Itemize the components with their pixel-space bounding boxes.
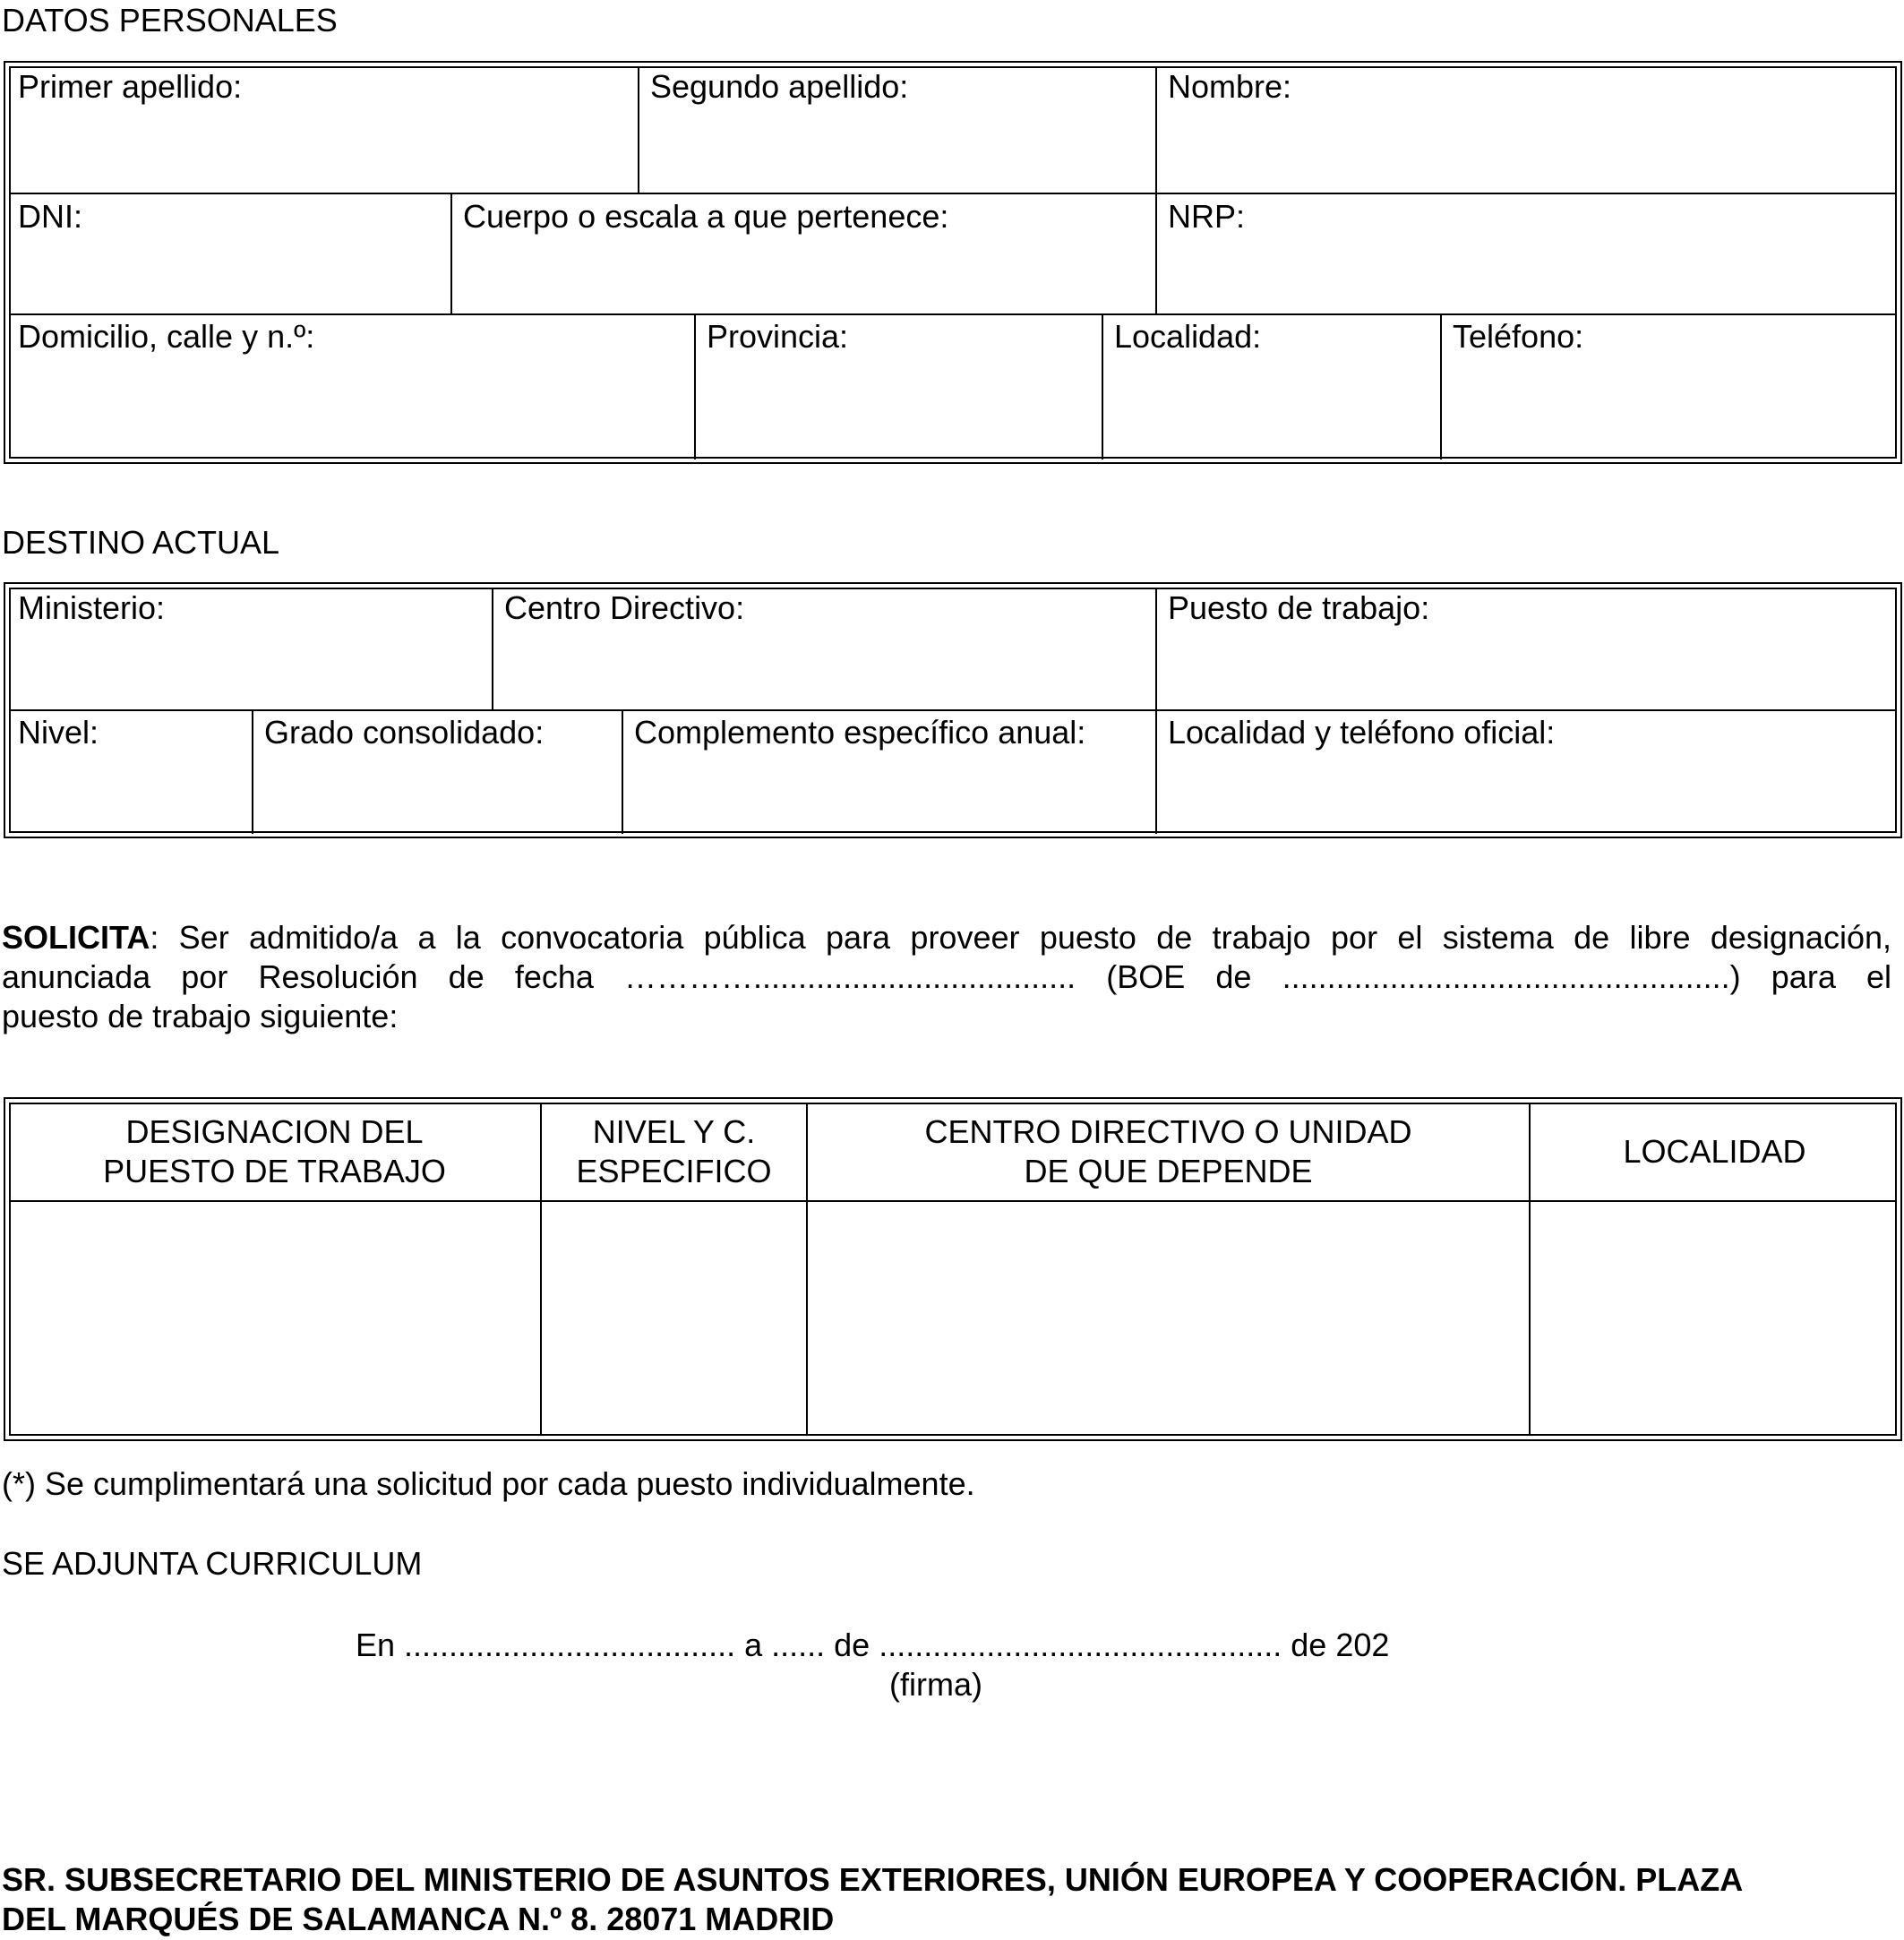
field-grado-consolidado[interactable]: Grado consolidado:	[264, 714, 545, 751]
field-nrp[interactable]: NRP:	[1168, 198, 1246, 235]
field-centro-directivo[interactable]: Centro Directivo:	[504, 589, 745, 626]
field-dni[interactable]: DNI:	[18, 198, 82, 235]
field-nivel[interactable]: Nivel:	[18, 714, 99, 751]
field-cuerpo-escala[interactable]: Cuerpo o escala a que pertenece:	[463, 198, 949, 235]
section-title-datos-personales: DATOS PERSONALES	[2, 2, 338, 39]
input-localidad[interactable]	[1532, 1204, 1895, 1435]
field-puesto-trabajo[interactable]: Puesto de trabajo:	[1168, 589, 1430, 626]
header-localidad: LOCALIDAD	[1623, 1133, 1806, 1170]
field-nombre[interactable]: Nombre:	[1168, 68, 1292, 105]
input-nivel-c-especifico[interactable]	[544, 1204, 804, 1435]
addressee-line-2: DEL MARQUÉS DE SALAMANCA N.º 8. 28071 MADRID	[2, 1901, 835, 1937]
field-provincia[interactable]: Provincia:	[707, 318, 849, 355]
header-centro-directivo-unidad: CENTRO DIRECTIVO O UNIDAD DE QUE DEPENDE	[924, 1113, 1412, 1189]
signature-firma: (firma)	[889, 1666, 982, 1703]
field-localidad-telefono-oficial[interactable]: Localidad y teléfono oficial:	[1168, 714, 1556, 751]
header-nivel-c-especifico: NIVEL Y C. ESPECIFICO	[576, 1113, 772, 1189]
solicita-line-2: anunciada por Resolución de fecha ………….................................... (BOE de ..................................................) para el	[2, 958, 1891, 995]
signature-place-date: En ..................................... a ...... de ............................................. de 202	[356, 1627, 1390, 1663]
solicita-keyword: SOLICITA	[2, 919, 150, 956]
datos-personales-form	[4, 61, 1902, 464]
field-complemento-especifico[interactable]: Complemento específico anual:	[634, 714, 1086, 751]
section-title-destino-actual: DESTINO ACTUAL	[2, 524, 280, 561]
field-segundo-apellido[interactable]: Segundo apellido:	[650, 68, 909, 105]
field-localidad[interactable]: Localidad:	[1114, 318, 1262, 355]
field-telefono[interactable]: Teléfono:	[1453, 318, 1584, 355]
solicita-line-3: puesto de trabajo siguiente:	[2, 998, 399, 1034]
field-ministerio[interactable]: Ministerio:	[18, 589, 166, 626]
input-designacion-puesto[interactable]	[11, 1204, 538, 1435]
se-adjunta-curriculum: SE ADJUNTA CURRICULUM	[2, 1545, 423, 1582]
addressee-line-1: SR. SUBSECRETARIO DEL MINISTERIO DE ASUNTOS EXTERIORES, UNIÓN EUROPEA Y COOPERACIÓN. PLAZA	[2, 1861, 1744, 1898]
field-domicilio[interactable]: Domicilio, calle y n.º:	[18, 318, 315, 355]
note-una-solicitud: (*) Se cumplimentará una solicitud por cada puesto individualmente.	[2, 1465, 975, 1502]
input-centro-directivo-unidad[interactable]	[810, 1204, 1527, 1435]
field-primer-apellido[interactable]: Primer apellido:	[18, 68, 243, 105]
header-designacion-puesto: DESIGNACION DEL PUESTO DE TRABAJO	[103, 1113, 446, 1189]
solicita-line-1: SOLICITA: Ser admitido/a a la convocatoria pública para proveer puesto de trabajo por el sistema de libre designación,	[2, 919, 1891, 956]
